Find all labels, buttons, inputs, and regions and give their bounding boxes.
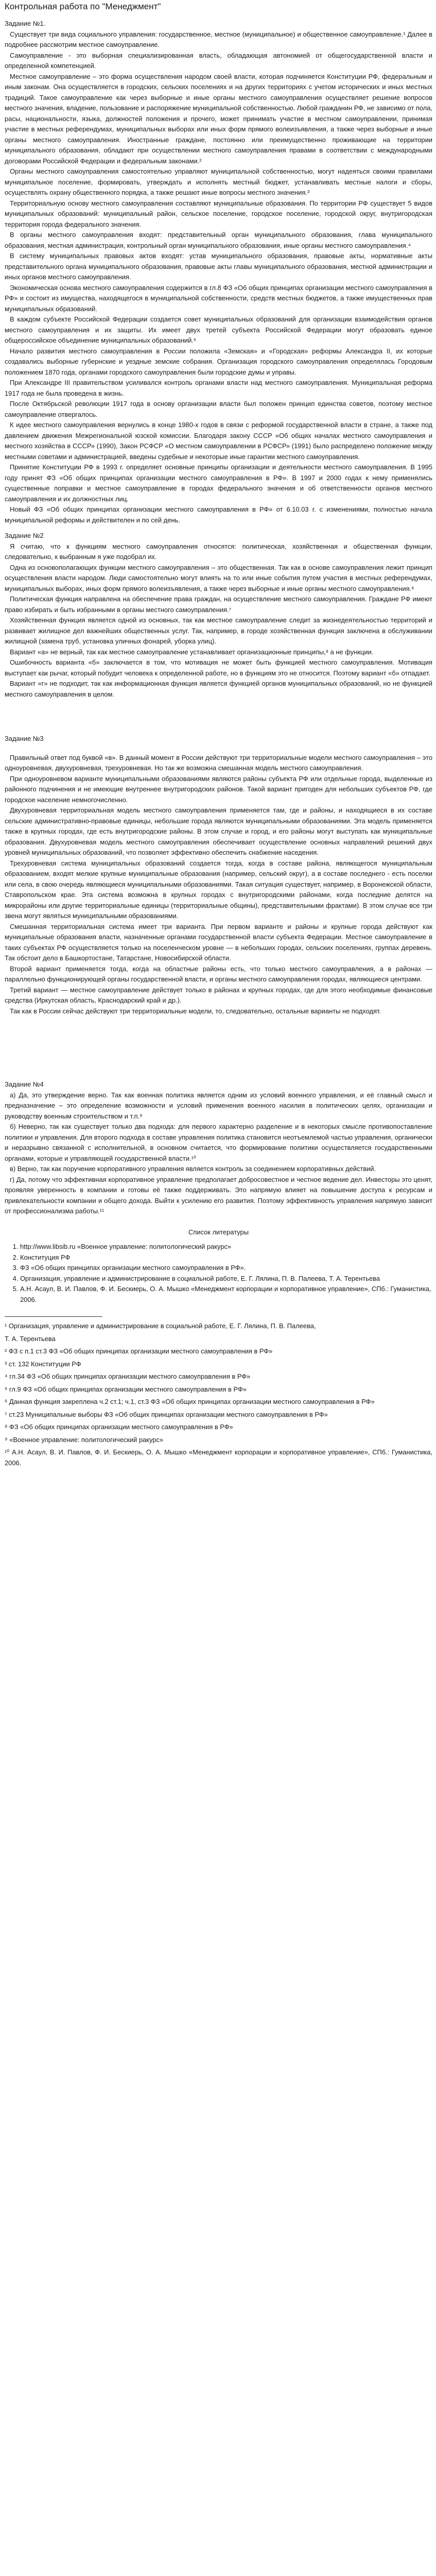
task-3-paragraph: Второй вариант применяется тогда, когда на областные районы есть, что только местного самоуправления, а в районах — параллельно функционирующей органы государственной власти, и органы местного самоуправления городах, являющиеся центрами. bbox=[5, 964, 432, 983]
task-1-paragraph: В органы местного самоуправления входят: представительный орган муниципального образования, глава муниципального образования, местная администрация, контрольный орган муниципального образования, иные органы местного самоуправления.⁴ bbox=[5, 231, 432, 249]
task-3-paragraph: Двухуровневая территориальная модель местного самоуправления применяется там, где и районы, и находящиеся в их составе сельские административно-правовые единицы, небольшие города являются муниципальными образованиями. Эта модель применяется также в крупных городах, где есть внутригородские районы. В этом случае и город, и его районы могут выступать как муниципальные образования. Двухуровневая модель местного самоуправления обеспечивает осуществление основных направлений решений двух уровней муниципальных образований, что позволяет эффективно обеспечить снабжение наседения. bbox=[5, 806, 432, 856]
task-1-paragraph: Новый ФЗ «Об общих принципах организации местного самоуправления в РФ» от 6.10.03 г. с изменениями, полностью начала муниципальной реформы и действителен и по сей день. bbox=[5, 505, 432, 524]
task-4-paragraph: в) Верно, так как поручение корпоративного управления является контроль за соединением корпоративных действий. bbox=[10, 1165, 376, 1173]
source-item: 4. Организация, управление и администрирование в социальной работе, Е. Г. Лялина, П. В. Палеева, Т. А. Терентьева bbox=[20, 1274, 432, 1284]
footnote-separator bbox=[5, 1316, 102, 1317]
task-2-paragraph: Политическая функция направлена на обеспечение права граждан, на осуществление местного самоуправления. Граждане РФ имеют право избирать и быть избранными в органы местного самоуправления.⁷ bbox=[5, 595, 432, 614]
source-item: 5. А.Н. Асаул, В. И. Павлов, Ф. И. Бескиерь, О. А. Мышко «Менеджмент корпорации и корпоративное управление», СПб.: Гуманистика, 2006. bbox=[20, 1284, 432, 1305]
task-1-paragraph: Принятие Конституции РФ в 1993 г. определяет основные принципы организации и деятельности местного самоуправления. В 1995 году принят ФЗ «Об общих принципах организации местного самоуправления в РФ». В 1997 и 2000 годах к нему применялись существенные поправки и местное самоуправление в городах федерального значения и об ответственности органов местного самоуправления и их должностных лиц. bbox=[5, 463, 432, 503]
sources-list bbox=[5, 1242, 432, 1305]
task-1-paragraph: Территориальную основу местного самоуправления составляют муниципальные образования. По территории РФ существует 5 видов муниципальных образований: муниципальный район, сельское поселение, городское поселение, городской округ, внутригородская территория города федерального значения. bbox=[5, 199, 432, 228]
task-4-paragraph: б) Неверно, так как существует только два подхода: для первого характерно разделение и в некоторых смысле противопоставление политики и управления. Для второго подхода в составе управления политика становится неотъемлемой частью управления, органически и неразрывно связанной с исполнительной, в основном считается, что формирование политики осуществляется государственными органами, которые и управляющей государственной власти.¹⁰ bbox=[5, 1123, 432, 1162]
footnote: Т. А. Терентьева bbox=[5, 1334, 56, 1343]
task-4-paragraph: г) Да, потому что эффективная корпоративное управление предполагает добросовестное и честное ведение дел. Инвесторы это ценят, проявляя уверенность в компании и готовы её также поддерживать. Это напрямую влияет на повышение доступа к ресурсам и привлекательности компании и общего дохода. Выйти к усилению его развития. Поэтому эффективность управления напрямую зависит от профессионализма работы.¹¹ bbox=[5, 1175, 432, 1215]
footnote: ² ФЗ с п.1 ст.3 ФЗ «Об общих принципах организации местного самоуправления в РФ» bbox=[5, 1347, 273, 1355]
task-4-paragraph: а) Да, это утверждение верно. Так как военная политика является одним из условий военного управления, и её главный смысл и предназначение – это определение возможности и условий применения военного насилия в политических целях, организации и руководству военным строительством и т.п.⁹ bbox=[5, 1091, 432, 1120]
task-4-heading: Задание №4 bbox=[5, 1080, 44, 1088]
footnote: ¹⁰ А.Н. Асаул, В. И. Павлов, Ф. И. Бескиерь, О. А. Мышко «Менеджмент корпорации и корпоративное управление», СПб.: Гуманистика, 2006. bbox=[5, 1448, 432, 1467]
footnote: ⁵ гл.9 ФЗ «Об общих принципах организации местного самоуправления в РФ» bbox=[5, 1385, 247, 1393]
source-item: 3. ФЗ «Об общих принципах организации местного самоуправления в РФ». bbox=[20, 1263, 432, 1274]
task-3-paragraph: Третий вариант — местное самоуправление действует только в районах и крупных городах, где для этого необходимые финансовые средства (Иркутская область, Краснодарский край и др.). bbox=[5, 986, 432, 1004]
task-3-paragraph: Правильный ответ под буквой «в». В данный момент в России действуют три территориальные модели местного самоуправления – это одноуровневая, двухуровневая, трехуровневая. Но так же возможна смешанная модель местного самоуправления. bbox=[5, 753, 432, 772]
task-3-section bbox=[5, 734, 432, 1016]
spacer bbox=[5, 1016, 432, 1045]
sources-section bbox=[5, 1227, 432, 1306]
sources-title: Список литературы bbox=[188, 1228, 249, 1236]
spacer bbox=[5, 744, 432, 753]
source-item: 1. http://www.libsib.ru «Военное управление: политологический ракурс» bbox=[20, 1242, 432, 1252]
task-1-paragraph: Существует три вида социального управления: государственное, местное (муниципальное) и общественное самоуправление.¹ Далее в подробнее рассмотрим местное самоуправление. bbox=[5, 30, 432, 48]
task-1-paragraph: Экономическая основа местного самоуправления содержится в гл.8 ФЗ «Об общих принципах организации местного самоуправления в РФ» и состоит из имущества, находящегося в муниципальной собственности, средств местных бюджетов, а также имущественных прав муниципальных образований. bbox=[5, 283, 432, 313]
task-3-heading: Задание №3 bbox=[5, 735, 44, 742]
task-1-paragraph: После Октябрьской революции 1917 года в основу организации власти был положен принцип единства советов, поэтому местное самоуправление отвергалось. bbox=[5, 400, 432, 418]
footnote: ⁶ Данная функция закреплена ч.2 ст.1; ч.1, ст.3 ФЗ «Об общих принципах организации местного самоуправления в РФ» bbox=[5, 1398, 375, 1405]
task-1-paragraph: Органы местного самоуправления самостоятельно управляют муниципальной собственностью, могут надеяться своими правилами муниципальное поселение, формировать, утверждать и исполнять местный бюджет, устанавливать местные налоги и сборы, осуществлять охрану общественного порядка, а также решают иные вопросы местного значения.³ bbox=[5, 167, 432, 196]
task-1-paragraph: Местное самоуправление – это форма осуществления народом своей власти, которая подчиняется Конституции РФ, федеральным и иным законам. Она осуществляется в городских, сельских поселениях и на других территориях с учетом исторических и иных местных традиций. Такое самоуправление как через выборные и иные органы местного самоуправления осуществляет решение вопросов местного значения, владение, пользование и распоряжение муниципальной собственностью. Любой гражданин РФ, не зависимо от пола, расы, национальности, языка, должностей положения и прочего, может принимать участие в местном самоуправлении, принимая участие в местных референдумах, муниципальных выборах или иных форм прямого волеизъявления, а также через выборные и иные органы местного самоуправления. Иностранные граждане, постоянно или преимущественно проживающие на территории муниципального образования, обладают при осуществлении местного самоуправления правами в соответствии с международными договорами Российской Федерации и федеральным законами.² bbox=[5, 72, 432, 165]
document-title: Контрольная работа по "Менеджмент" bbox=[5, 2, 161, 11]
task-1-paragraph: Самоуправление - это выборная специализированная власть, обладающая автономией от общегосударственной власти и определенной компетенцией. bbox=[5, 51, 432, 70]
footnote: ⁴ гл.34 ФЗ «Об общих принципах организации местного самоуправления в РФ» bbox=[5, 1372, 251, 1380]
task-2-paragraph: Вариант «а» не верный, так как местное самоуправление устанавливает организационные принципы,⁸ а не функции. bbox=[10, 648, 374, 656]
task-2-section bbox=[5, 531, 432, 700]
footnote: ⁹ «Военное управление: политологический ракурс» bbox=[5, 1435, 164, 1444]
task-1-paragraph: Начало развития местного самоуправления в России положила «Земская» и «Городская» реформы Александра II, их которые создавались выборные губернские и уездные земские собрания. Организация городского самоуправления определялась Городовым положением 1870 года, органами городского самоуправления были городские думы и управы. bbox=[5, 347, 432, 376]
task-1-heading: Задание №1. bbox=[5, 20, 46, 27]
footnotes-section bbox=[5, 1316, 432, 1468]
task-2-paragraph: Хозяйственная функция является одной из основных, так как местное самоуправление следит за жизнедеятельностью территорий и развивает жилищное дел важнейших общественных услуг. Так, например, в городе хозяйственная функция заключена в обслуживании жилищной (замена труб, установка уличных фонарей, уборка улиц). bbox=[5, 616, 432, 645]
task-1-paragraph: При Александре III правительством усиливался контроль органами власти над местного самоуправления. Муниципальная реформа 1917 года не была проведена в жизнь. bbox=[5, 379, 432, 397]
task-1-paragraph: В каждом субъекте Российской Федерации создается совет муниципальных образований для организации взаимодействия органов местного самоуправления и их защиты. Их имеет двух третей субъекта Российской Федерации могут образовать единое общероссийское объединение муниципальных образований.⁵ bbox=[5, 315, 432, 344]
footnote: ¹ Организация, управление и администрирование в социальной работе, Е. Г. Лялина, П. В. Палеева, bbox=[5, 1322, 316, 1330]
footnote: ³ ст. 132 Конституции РФ bbox=[5, 1360, 81, 1368]
task-2-paragraph: Вариант «г» не подходит, так как информационная функция является функцией органов муниципальных образований, но не функцией местного самоуправления в целом. bbox=[5, 680, 432, 698]
task-2-heading: Задание №2 bbox=[5, 532, 44, 539]
task-1-paragraph: К идее местного самоуправления вернулись в конце 1980-х годов в связи с реформой государственной власти в стране, а также под давлением движения Межрегиональной юзской комиссии. Благодаря закону СССР «Об общих началах местного самоуправления и местного хозяйства в СССР» (1990), Закон РСФСР «О местном самоуправлении в РСФСР» (1991) было распределено положение между местными советами и администрацией, введены судебные и некоторые иные гарантии местного самоуправления. bbox=[5, 421, 432, 461]
task-3-paragraph: Смешанная территориальная система имеет три варианта. При первом варианте и районы и крупные города действуют как муниципальные образования власти, назначенные органами государственной власти субъекта Федерации. Местное самоуправление в таких субъектах РФ осуществляется только на поселенческом уровне — в небольших городах, сельских поселениях, группах деревень. Так обстоит дело в Башкортостане, Татарстане, Новосибирской области. bbox=[5, 922, 432, 962]
task-2-paragraph: Одна из основополагающих функции местного самоуправления – это общественная. Так как в основе самоуправления лежит принцип осуществления власти народом. Люди самостоятельно могут влиять на то или иные события путем участия в местных референдумах, муниципальных выборах, иных форм прямого волеизъявления, а также через выборные и иные органы местного самоуправления.⁶ bbox=[5, 563, 432, 592]
spacer bbox=[5, 700, 432, 728]
task-1-section bbox=[5, 19, 432, 526]
task-3-paragraph: Трехуровневая система муниципальных образований создается тогда, когда в составе района, являющегося муниципальным образованием, входят мелкие крупные муниципальные образования (например, сельский округ), а в составе последнего - есть поселки или села, в свою очередь являющиеся муниципальными образованиями. Такая ситуация существует, например, в Воронежской области, Ставропольском крае. Эта система возможна в крупных городах с внутригородскими районами, когда последние делятся на микрорайоны или другие территориальные единицы (территориальные общины), представительными фрактами). В этом случае все три звена могут являться муниципальными образованиями. bbox=[5, 859, 432, 920]
source-item: 2. Конституция РФ bbox=[20, 1252, 432, 1263]
task-1-paragraph: В систему муниципальных правовых актов входят: устав муниципального образования, правовые акты, нормативные акты представительного органа муниципального образования, правовые акты главы муниципального образования, местной администрации и иных органов местного самоуправления. bbox=[5, 252, 432, 281]
task-2-paragraph: Ошибочность варианта «б» заключается в том, что мотивация не может быть функцией местного самоуправления. Мотивация выступает как рычаг, который побудит человека к определенной работе, но в функциям это не относится. Поэтому вариант «б» отпадает. bbox=[5, 658, 432, 677]
footnote: ⁷ ст.23 Муниципальные выборы ФЗ «Об общих принципах организации местного самоуправления в РФ» bbox=[5, 1410, 328, 1418]
spacer bbox=[5, 1045, 432, 1074]
task-4-section bbox=[5, 1079, 432, 1217]
task-2-paragraph: Я считаю, что к функциям местного самоуправления относятся: политическая, хозяйственная и общественная функции, следовательно, к выбранным я уже подобрал их. bbox=[5, 542, 432, 561]
task-3-paragraph: Так как в России сейчас действуют три территориальные модели, то, следовательно, остальные варианты не подходят. bbox=[10, 1007, 381, 1015]
footnote: ⁸ ФЗ «Об общих принципах организации местного самоуправления в РФ» bbox=[5, 1423, 233, 1431]
task-3-paragraph: При одноуровневом варианте муниципальными образованиями являются районы субъекта РФ или отдельные города, выделенные из районного подчинения и не имеющие внутреннее внутригородских районов. Такой вариант пригоден для небольших субъектов РФ, где городское население немногочисленно. bbox=[5, 774, 432, 804]
